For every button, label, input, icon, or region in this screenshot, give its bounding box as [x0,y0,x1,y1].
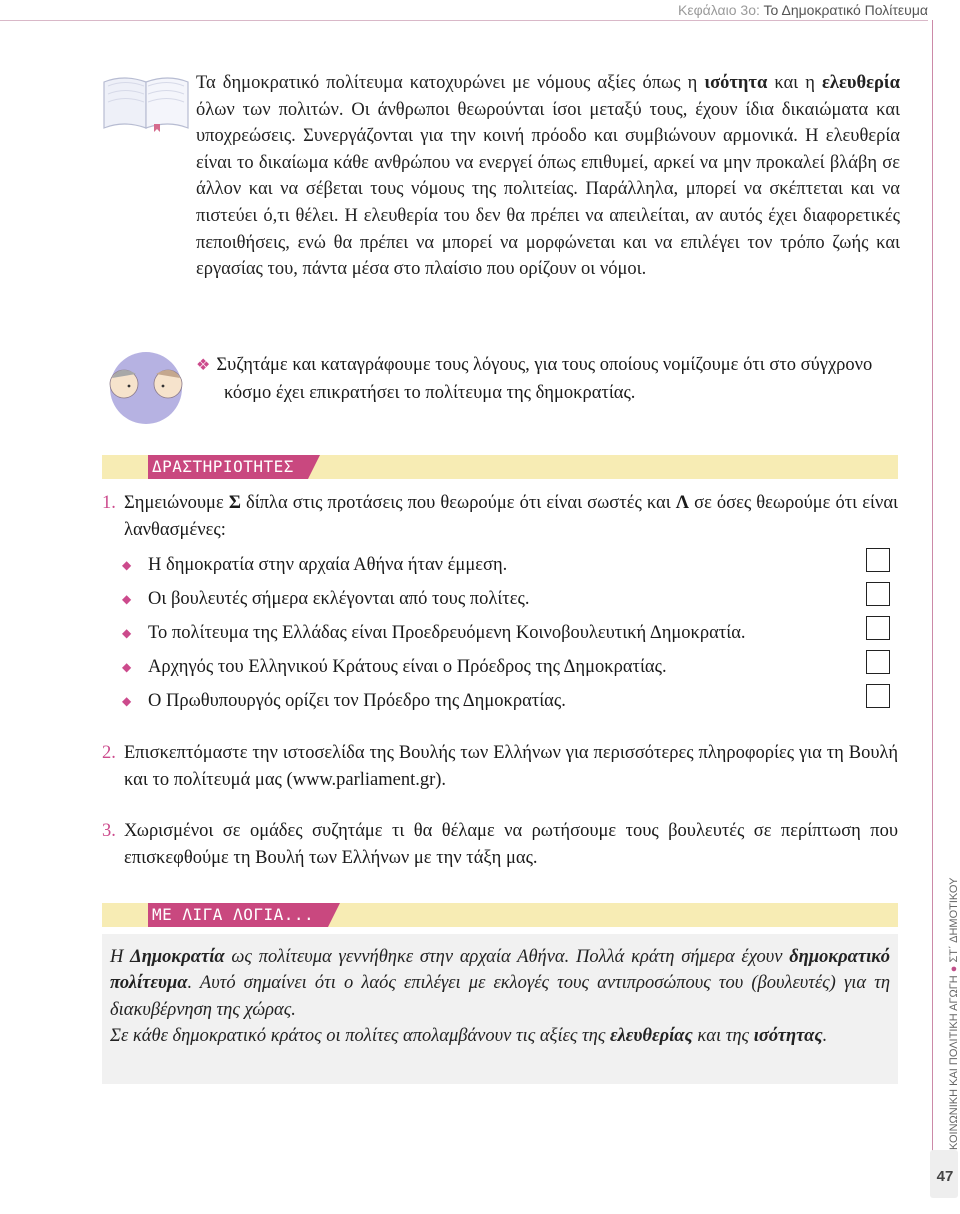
intro-bold-freedom: ελευθερία [821,73,900,93]
answer-checkbox[interactable] [866,582,890,606]
activity-text: Επισκεπτόμαστε την ιστοσελίδα της Βουλής των Ελλήνων για περισσότερες πληροφορίες για τη Βουλή και το πολίτευμά μας (www.parliament.gr). [124,743,898,790]
class-label: ΣΤ΄ ΔΗΜΟΤΙΚΟΥ [948,877,960,963]
summary-box [102,934,898,1084]
list-item [122,684,900,718]
intro-text: Τα δημοκρατικό πολίτευμα κατοχυρώνει με νόμους αξίες όπως η [196,73,705,93]
subject-title: ΚΟΙΝΩΝΙΚΗ ΚΑΙ ΠΟΛΙΤΙΚΗ ΑΓΩΓΗ [948,975,960,1150]
page-number: 47 [936,1168,954,1185]
discussion-text: Συζητάμε και καταγράφουμε τους λόγους, για τους οποίους νομίζουμε ότι στο σύγχρονο κόσμο έχει επικρατήσει το πολίτευμα της δημοκρατίας. [216,355,873,403]
open-book-icon [100,70,192,132]
activity-number: 1. [102,493,116,513]
summary-fragment: Η [110,947,131,967]
diamond-bullet-icon: ◆ [122,660,132,674]
summary-bold-equality: ισότητας [753,1026,823,1047]
statement-text: Αρχηγός του Ελληνικού Κράτους είναι ο Πρόεδρος της Δημοκρατίας. [148,657,667,677]
statement-text: Οι βουλευτές σήμερα εκλέγονται από τους πολίτες. [148,589,530,609]
statement-text: Ο Πρωθυπουργός ορίζει τον Πρόεδρο της Δημοκρατίας. [148,691,566,711]
summary-bold-democracy: Δημοκρατία [130,947,225,967]
answer-checkbox[interactable] [866,616,890,640]
summary-fragment: και της [692,1026,754,1047]
intro-bold-equality: ισότητα [704,73,768,93]
activity-3 [102,818,898,871]
vertical-subject-label [948,878,960,1150]
answer-checkbox[interactable] [866,684,890,708]
intro-text: όλων των πολιτών. Οι άνθρωποι θεωρούνται ίσοι μεταξύ τους, έχουν ίδια δικαιώματα και υποχρεώσεις. Συνεργάζονται για την κοινή πρόοδο και συμβιώνουν αρμονικά. Η ελευθερία είναι το δικαίωμα κάθε ανθρώπου να ενεργεί όπως επιθυμεί, αρκεί να μην προκαλεί βλάβη σε άλλον και να σέβεται τους νόμους της πολιτείας. Παράλληλα, μπορεί να σκέπτεται και να πιστεύει ό,τι θέλει. Η ελευθερία του δεν θα πρέπει να απειλείται, αν αυτός έχει διαφορετικές πεποιθήσεις, ενώ θα πρέπει να μπορεί να μορφώνεται και να επιλέγει τον τρόπο ζωής και εργασίας του, πάντα μέσα στο πλαίσιο που ορίζουν οι νόμοι. [196,99,900,280]
activity-1 [102,490,898,543]
sidebar-divider [932,20,933,1170]
activity-text: Χωρισμένοι σε ομάδες συζητάμε τι θα θέλαμε να ρωτήσουμε τους βουλευτές σε περίπτωση που επισκεφθούμε τη Βουλή των Ελλήνων με την τάξη μας. [124,821,898,868]
summary-section-bar [102,903,898,927]
list-item [122,548,900,582]
activity-2 [102,740,898,793]
false-marker: Λ [675,493,690,513]
activity-number: 3. [102,821,116,841]
summary-fragment: ως πολίτευμα γεννήθηκε στην αρχαία Αθήνα. Πολλά κράτη σήμερα έχουν [224,947,790,967]
separator-dot: ● [948,962,960,973]
answer-checkbox[interactable] [866,548,890,572]
chapter-prefix: Κεφάλαιο 3ο: [678,2,760,18]
activities-title: ΔΡΑΣΤΗΡΙΟΤΗΤΕΣ [148,455,308,479]
discussion-prompt [196,352,900,406]
activity-text: σε όσες θεωρούμε ότι είναι λανθασμένες: [124,493,899,540]
intro-paragraph [196,70,900,283]
summary-fragment: . Αυτό σημαίνει ότι ο λαός επιλέγει με εκλογές τους αντιπροσώπους του (βουλευτές) για τη διακυβέρνηση της χώρας. [110,973,890,1020]
activity-text: δίπλα στις προτάσεις που θεωρούμε ότι είναι σωστές και [240,493,676,513]
activities-section-bar [102,455,898,479]
intro-text: και η [767,73,822,93]
diamond-bullet-icon: ◆ [122,694,132,708]
list-item [122,616,900,650]
summary-fragment: Σε κάθε δημοκρατικό κράτος οι πολίτες απολαμβάνουν τις αξίες της [110,1026,610,1047]
diamond-bullet-icon: ◆ [122,592,132,606]
statement-list [122,548,900,718]
page-header [678,0,928,20]
statement-text: Το πολίτευμα της Ελλάδας είναι Προεδρευόμενη Κοινοβουλευτική Δημοκρατία. [148,623,746,643]
list-item [122,582,900,616]
statement-text: Η δημοκρατία στην αρχαία Αθήνα ήταν έμμεση. [148,555,508,575]
answer-checkbox[interactable] [866,650,890,674]
diamond-bullet-icon: ❖ [196,357,211,374]
true-marker: Σ [228,493,241,513]
summary-fragment: . [822,1026,828,1047]
summary-bold-freedom: ελευθερίας [609,1026,693,1047]
activity-number: 2. [102,743,116,763]
diamond-bullet-icon: ◆ [122,558,132,572]
two-faces-discussion-icon [98,350,194,426]
list-item [122,650,900,684]
summary-title: ΜΕ ΛΙΓΑ ΛΟΓΙΑ... [148,903,328,927]
summary-bold-regime: δημοκρατικό πολίτευμα [110,947,890,994]
chapter-title: Το Δημοκρατικό Πολίτευμα [763,2,928,18]
right-sidebar [928,0,960,1214]
summary-text [110,944,890,1050]
activity-text: Σημειώνουμε [124,493,229,513]
header-divider [0,20,928,21]
diamond-bullet-icon: ◆ [122,626,132,640]
